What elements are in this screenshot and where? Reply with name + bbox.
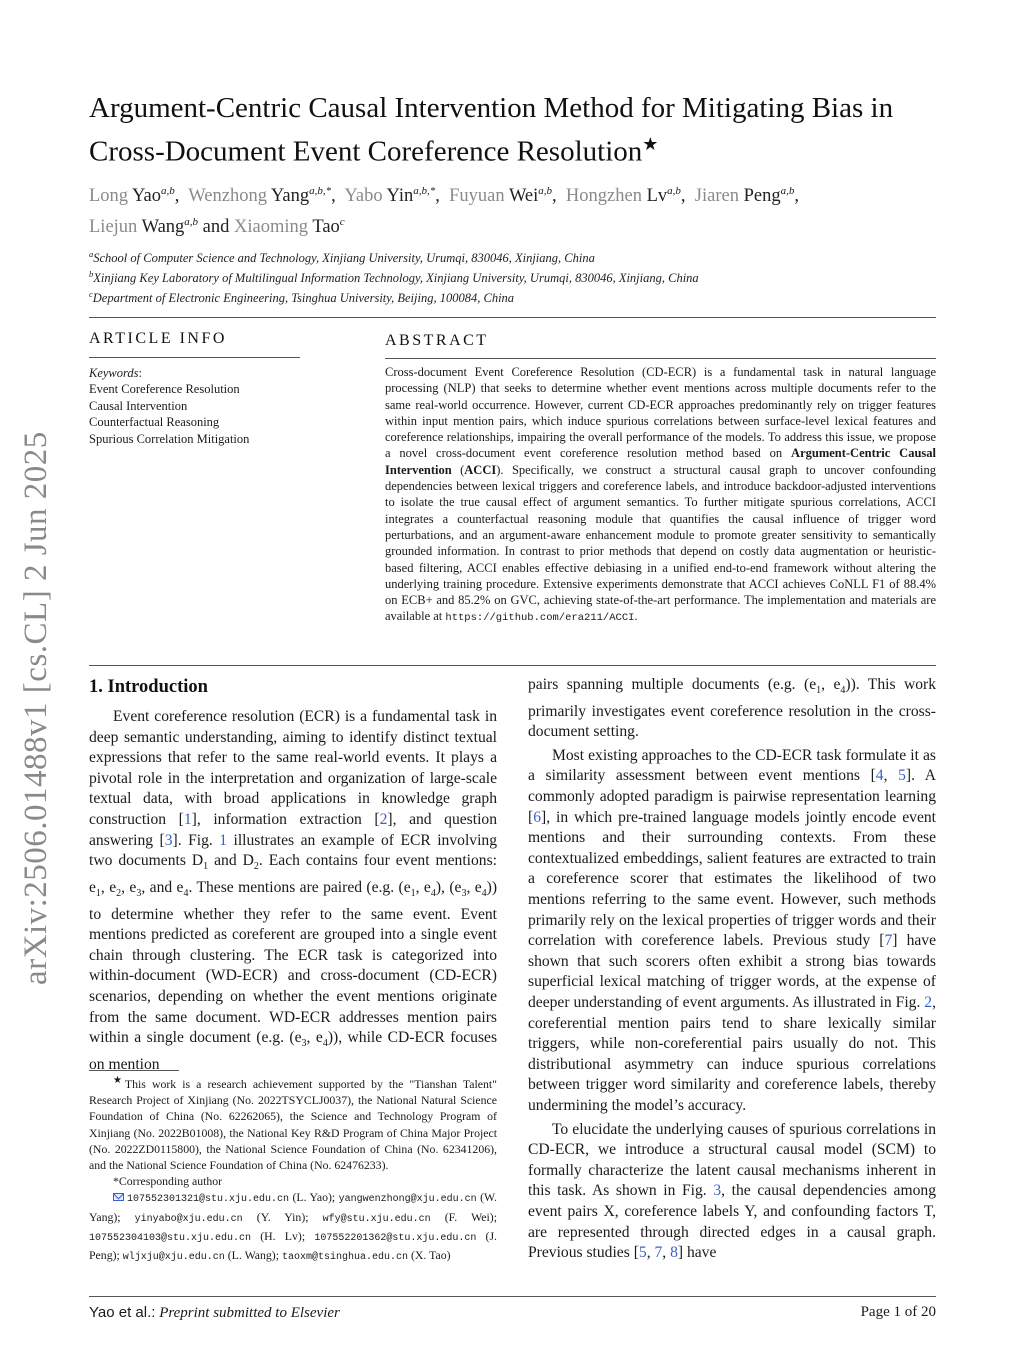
- affiliation: $^c$Department of Electronic Engineering, Tsinghua University, Beijing, 100084, China: [89, 289, 515, 306]
- footnotes: [89, 1073, 497, 1266]
- title-footnote-mark: ★: [642, 134, 659, 154]
- intro-column-left: [89, 707, 497, 1075]
- keywords-block: Keywords: Event Coreference Resolution Causal Intervention Counterfactual Reasoning Spurious Correlation Mitigation: [89, 365, 309, 447]
- page-number: Page 1 of 20: [860, 1304, 936, 1320]
- author-list: Long Yao$^{a,b}$, Wenzhong Yang$^{a,b,*}$, Yabo Yin$^{a,b,*}$, Fuyuan Wei$^{a,b}$, Hongzhen Lv$^{a,b}$, Jiaren Peng$^{a,b}$, Liejun Wang$^{a,b}$ and Xiaoming Tao$^c$: [89, 185, 799, 238]
- citation-link[interactable]: 5: [638, 1244, 647, 1262]
- paragraph: Most existing approaches to the CD-ECR task formulate it as a similarity assessment between event mentions [4, 5]. A commonly adopted paradigm is pairwise representation learning [6], in which pre-trained language models jointly encode event mentions and their surrounding contexts. From these contextualized embeddings, salient features are extracted to train a coreference scorer that estimates the likelihood of two mentions referring to the same event. However, such methods primarily rely on the lexical properties of trigger words and their correlation with coreference labels. Previous study [7] have shown that such scorers often exhibit a strong bias towards superficial lexical matching of trigger words, at the expense of deeper understanding of event arguments. As illustrated in Fig. 2, coreferential mention pairs tend to share lexically similar triggers, while non-coreferential pairs usually do not. This distributional asymmetry can induce spurious correlations between trigger word similarity and coreference labels, thereby undermining the model’s accuracy.: [528, 746, 937, 1114]
- paragraph: Event coreference resolution (ECR) is a fundamental task in deep semantic understanding, aiming to identify distinct textual expressions that refer to the same real-world events. It plays a pivotal role in the interpretation and organization of large-scale textual data, with broad applications in knowledge graph construction [1], information extraction [2], and question answering [3]. Fig. 1 illustrates an example of ECR involving two documents $D_1$ and $D_2$. Each contains four event mentions: $e_1$, $e_2$, $e_3$, and $e_4$. These mentions are paired (e.g. ($e_1$, $e_4$), ($e_3$, $e_4$)) to determine whether they refer to the same event. Event mentions predicted as coreferent are grouped into a single event chain through clustering. The ECR task is categorized into within-document (WD-ECR) and cross-document (CD-ECR) scenarios, depending on whether the event mentions originate from the same document. WD-ECR addresses mention pairs within a single document (e.g. ($e_3$, $e_4$)), while CD-ECR focuses on mention: [89, 708, 498, 1073]
- author[interactable]: Hongzhen Lv$^{a,b}$: [565, 185, 681, 207]
- citation-link[interactable]: 8: [670, 1244, 678, 1262]
- citation-link[interactable]: 5: [898, 767, 906, 785]
- abstract-rule: [385, 358, 936, 359]
- code-url-link[interactable]: https://github.com/era211/ACCI: [445, 612, 635, 625]
- method-name: Argument-Centric Causal Intervention: [385, 446, 937, 477]
- abstract-text: Cross-document Event Coreference Resolution (CD-ECR) is a fundamental task in natural language processing (NLP) that seeks to determine whether event mentions across multiple documents refer to the same real-world occurrence. However, current CD-ECR approaches predominantly rely on trigger features within input mention pairs, which induce spurious correlations between surface-level lexical features and coreference relationships, impairing the overall performance of the models. To address this issue, we propose a novel cross-document event coreference resolution method based on Argument-Centric Causal Intervention (ACCI). Specifically, we construct a structural causal graph to uncover confounding dependencies between lexical triggers and coreference labels, and introduce backdoor-adjusted interventions to isolate the true causal effect of argument semantics. To further mitigate spurious correlations, ACCI integrates a counterfactual reasoning module that quantifies the causal influence of trigger word perturbations, and an argument-aware enhancement module to promote greater sensitivity to semantically grounded information. In contrast to prior methods that depend on costly data augmentation or heuristic-based filtering, ACCI enables effective debiasing in a unified end-to-end framework without altering the underlying training procedure. Extensive experiments demonstrate that ACCI achieves CoNLL F1 of 88.4% on ECB+ and 85.2% on GVC, achieving state-of-the-art performance. The implementation and materials are available at https://github.com/era211/ACCI.: [385, 365, 937, 625]
- citation-link[interactable]: 3: [164, 831, 173, 849]
- intro-column-right: [528, 675, 936, 1264]
- email-link[interactable]: yangwenzhong@xju.edu.cn: [338, 1194, 477, 1206]
- citation-link[interactable]: 7: [654, 1244, 663, 1262]
- citation-link[interactable]: 2: [379, 810, 388, 828]
- author[interactable]: Fuyuan Wei$^{a,b}$: [449, 185, 553, 207]
- email-link[interactable]: 107552304103@stu.xju.edu.cn: [89, 1232, 252, 1244]
- keyword: Causal Intervention: [89, 398, 188, 413]
- email-list: 107552301321@stu.xju.edu.cn (L. Yao); yangwenzhong@xju.edu.cn (W. Yang); yinyabo@xju.edu.cn (Y. Yin); wfy@stu.xju.edu.cn (F. Wei); 107552304103@stu.xju.edu.cn (H. Lv); 107552201362@stu.xju.edu.cn (J. Peng); wljxju@xju.edu.cn (L. Wang); taoxm@tsinghua.edu.cn (X. Tao): [89, 1190, 498, 1263]
- paper-title: [89, 90, 949, 170]
- footer-left: Yao et al.: Preprint submitted to Elsevier: [89, 1304, 340, 1321]
- email-link[interactable]: 107552201362@stu.xju.edu.cn: [314, 1232, 477, 1244]
- method-acronym: ACCI: [464, 462, 497, 477]
- citation-link[interactable]: 4: [875, 767, 884, 785]
- envelope-icon: [113, 1193, 124, 1201]
- keywords-label: Keywords: [89, 366, 139, 380]
- email-link[interactable]: 107552301321@stu.xju.edu.cn: [127, 1194, 290, 1206]
- abstract-divider: [89, 665, 936, 666]
- keyword: Counterfactual Reasoning: [89, 415, 220, 430]
- email-link[interactable]: wljxju@xju.edu.cn: [122, 1251, 225, 1263]
- paragraph: pairs spanning multiple documents (e.g. ($e_1$, $e_4$)). This work primarily investigates event coreference resolution in the cross-document setting.: [528, 676, 937, 741]
- author[interactable]: Long Yao$^{a,b}$: [89, 185, 175, 207]
- email-link[interactable]: yinyabo@xju.edu.cn: [134, 1213, 243, 1225]
- paragraph: To elucidate the underlying causes of spurious correlations in CD-ECR, we introduce a structural causal model (SCM) to formally characterize the latent causal mechanisms inherent in this task. As shown in Fig. 3, the causal dependencies among event pairs X, coreference labels Y, and confounding factors T, are represented through directed edges in a causal graph. Previous studies [5, 7, 8] have: [528, 1120, 936, 1262]
- article-info-rule: [89, 357, 300, 358]
- footnote-rule: [89, 1070, 179, 1071]
- author-conjunction: and: [202, 217, 230, 238]
- author[interactable]: Wenzhong Yang$^{a,b,*}$: [188, 185, 332, 207]
- author[interactable]: Jiaren Peng$^{a,b}$: [694, 185, 795, 207]
- author[interactable]: Liejun Wang$^{a,b}$: [89, 216, 199, 238]
- keyword: Event Coreference Resolution: [89, 382, 240, 397]
- article-info-heading: ARTICLE INFO: [89, 330, 227, 347]
- abstract-heading: ABSTRACT: [385, 332, 489, 349]
- figure-link[interactable]: 2: [924, 994, 933, 1012]
- email-link[interactable]: wfy@stu.xju.edu.cn: [322, 1213, 431, 1225]
- footer-divider: [89, 1296, 936, 1297]
- title-line-1: Argument-Centric Causal Intervention Method for Mitigating Bias in: [89, 92, 894, 124]
- citation-link[interactable]: 1: [183, 810, 192, 828]
- corresponding-author-note: *Corresponding author: [113, 1174, 223, 1189]
- title-line-2: Cross-Document Event Coreference Resolution: [89, 135, 643, 168]
- figure-link[interactable]: 3: [713, 1182, 722, 1200]
- citation-link[interactable]: 7: [884, 932, 893, 950]
- email-link[interactable]: taoxm@tsinghua.edu.cn: [281, 1251, 408, 1263]
- affiliation: $^b$Xinjiang Key Laboratory of Multilingual Information Technology, Xinjiang University, Urumqi, 830046, Xinjiang, China: [89, 269, 699, 286]
- citation-link[interactable]: 6: [533, 808, 541, 826]
- header-divider: [89, 317, 936, 318]
- figure-link[interactable]: 1: [219, 831, 228, 849]
- arxiv-identifier-stamp: arXiv:2506.01488v1 [cs.CL] 2 Jun 2025: [18, 431, 54, 985]
- author[interactable]: Xiaoming Tao$^c$: [234, 216, 345, 238]
- keyword: Spurious Correlation Mitigation: [89, 431, 250, 446]
- author[interactable]: Yabo Yin$^{a,b,*}$: [344, 185, 436, 207]
- funding-footnote: ★This work is a research achievement supported by the "Tianshan Talent" Research Project of Xinjiang (No. 2022TSYCLJ0037), the National Natural Science Foundation of China (No. 62262065), the Science and Technology Program of Xinjiang (No. 2022B01008), the National Key R&D Program of China Major Project (No. 2022ZD0115800), the National Science Foundation of China (No. 62341206), and the National Science Foundation of China (No. 62476233).: [89, 1075, 497, 1172]
- affiliation: $^a$School of Computer Science and Technology, Xinjiang University, Urumqi, 830046, Xinjiang, China: [89, 249, 595, 266]
- section-heading-introduction: 1. Introduction: [89, 677, 208, 697]
